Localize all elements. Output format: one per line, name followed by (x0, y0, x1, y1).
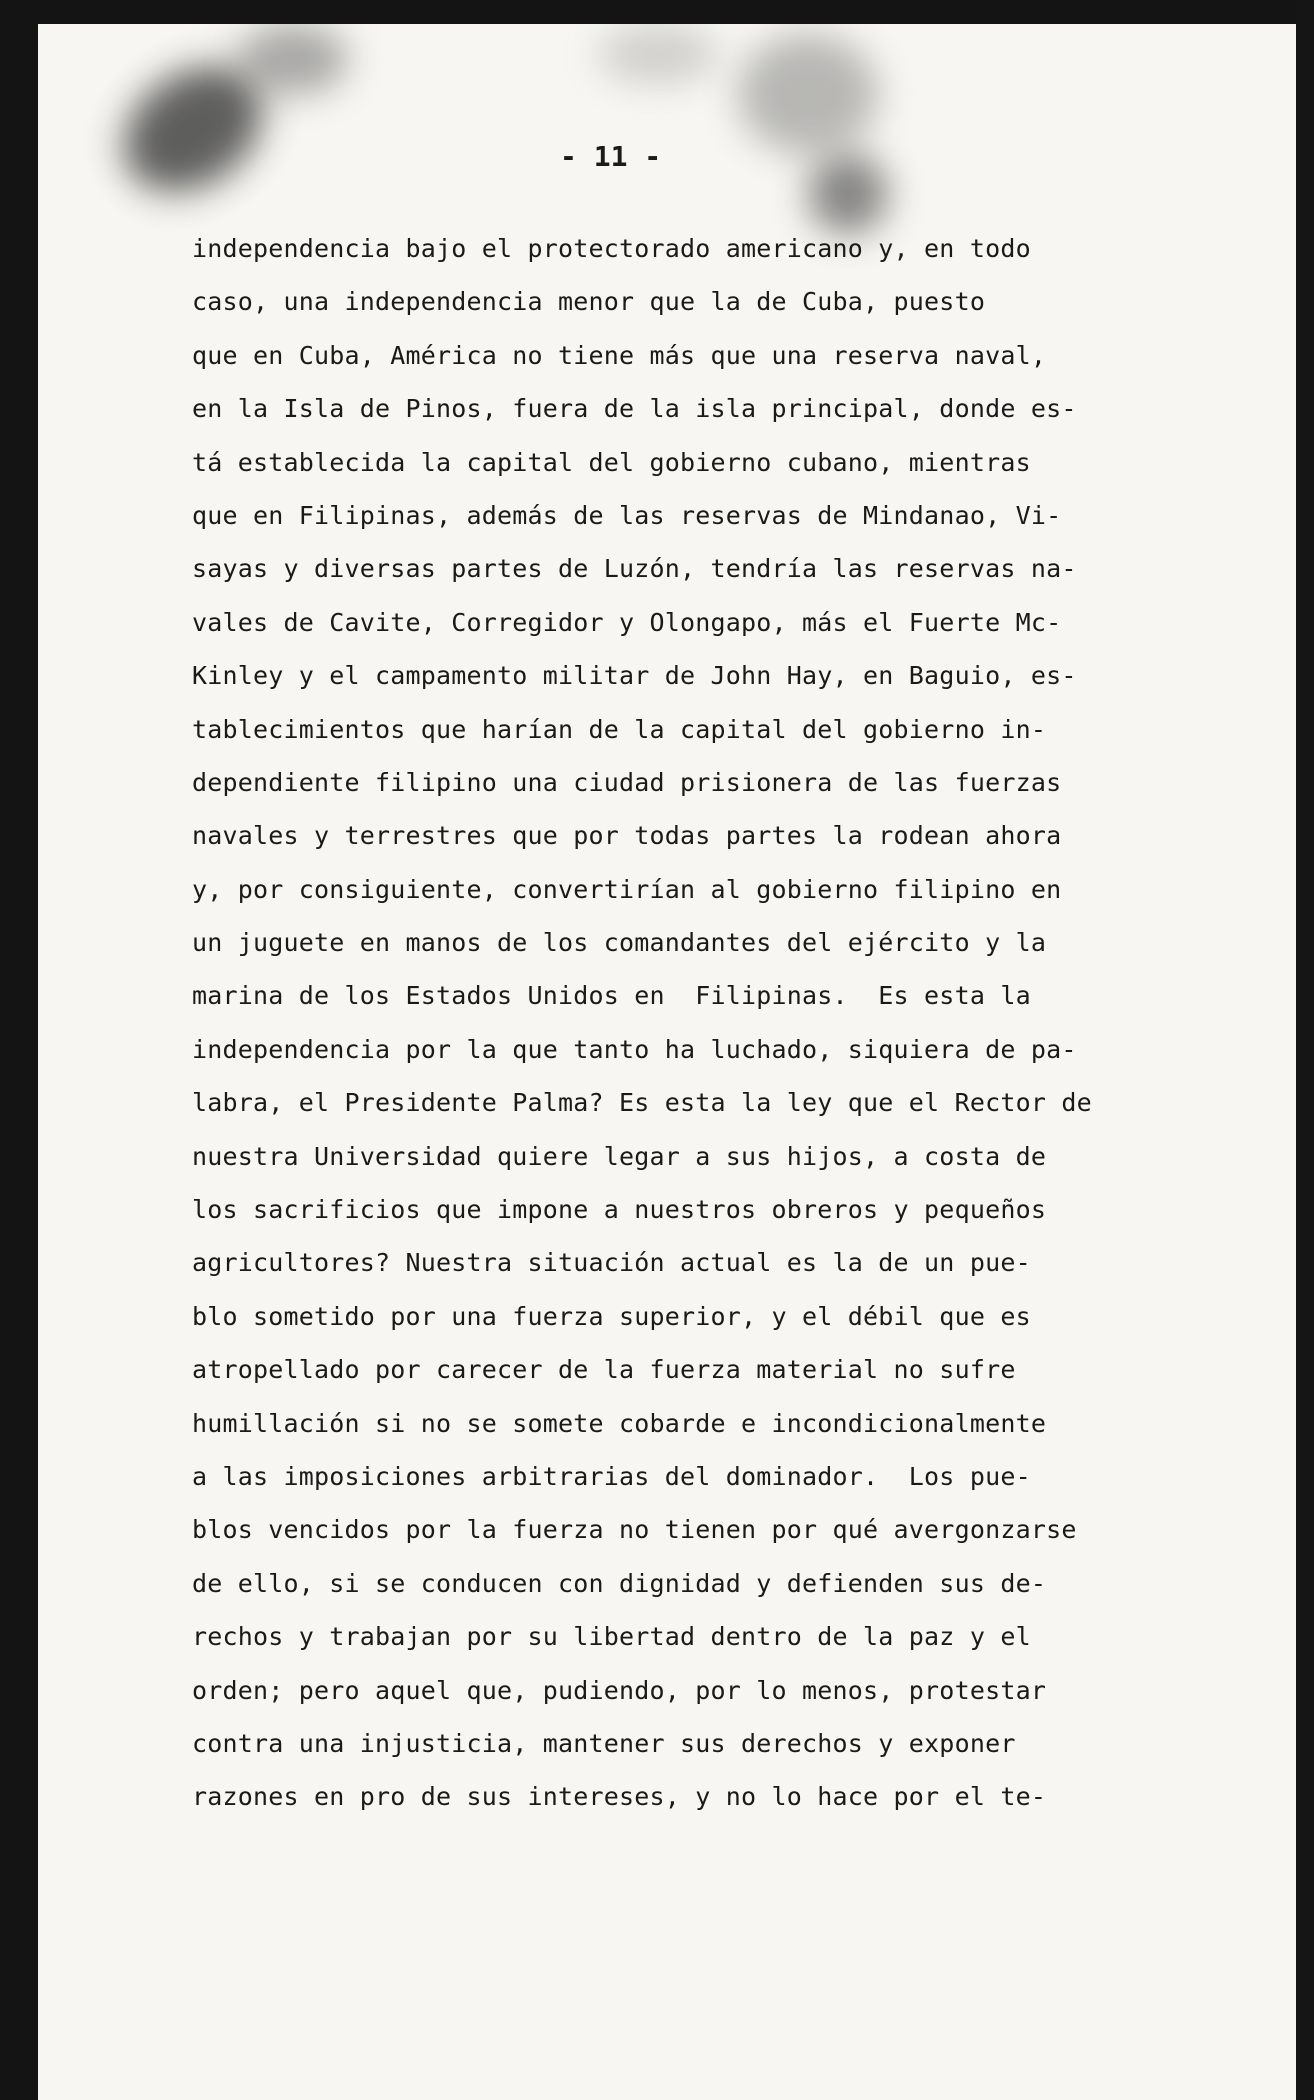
text-line: rechos y trabajan por su libertad dentro de la paz y el (192, 1622, 1031, 1652)
text-line: de ello, si se conducen con dignidad y defienden sus de- (192, 1568, 1047, 1598)
text-line: que en Filipinas, además de las reservas de Mindanao, Vi- (192, 500, 1062, 530)
text-line: agricultores? Nuestra situación actual es la de un pue- (192, 1248, 1031, 1278)
text-line: a las imposiciones arbitrarias del dominador. Los pue- (192, 1461, 1031, 1491)
text-line: que en Cuba, América no tiene más que una reserva naval, (192, 340, 1047, 370)
ink-smudge (238, 24, 348, 94)
text-line: atropellado por carecer de la fuerza material no sufre (192, 1355, 1016, 1385)
text-line: independencia por la que tanto ha luchado, siquiera de pa- (192, 1034, 1077, 1064)
text-line: nuestra Universidad quiere legar a sus hijos, a costa de (192, 1141, 1047, 1171)
text-line: razones en pro de sus intereses, y no lo hace por el te- (192, 1782, 1047, 1812)
text-line: blo sometido por una fuerza superior, y el débil que es (192, 1301, 1031, 1331)
text-line: labra, el Presidente Palma? Es esta la ley que el Rector de (192, 1088, 1092, 1118)
text-line: caso, una independencia menor que la de Cuba, puesto (192, 287, 986, 317)
text-line: dependiente filipino una ciudad prisionera de las fuerzas (192, 767, 1062, 797)
text-line: navales y terrestres que por todas partes la rodean ahora (192, 821, 1062, 851)
text-line: humillación si no se somete cobarde e incondicionalmente (192, 1408, 1047, 1438)
page-number: - 11 - (560, 140, 662, 173)
text-line: y, por consiguiente, convertirían al gobierno filipino en (192, 874, 1062, 904)
text-line: independencia bajo el protectorado americano y, en todo (192, 234, 1031, 263)
text-line: contra una injusticia, mantener sus derechos y exponer (192, 1728, 1016, 1758)
scan-edge (1296, 0, 1314, 2100)
ink-smudge (738, 34, 878, 154)
body-text (192, 222, 1232, 1824)
text-line: los sacrificios que impone a nuestros obreros y pequeños (192, 1195, 1047, 1225)
text-line: Kinley y el campamento militar de John Hay, en Baguio, es- (192, 661, 1077, 691)
text-line: tá establecida la capital del gobierno cubano, mientras (192, 447, 1031, 477)
text-line: orden; pero aquel que, pudiendo, por lo menos, protestar (192, 1675, 1047, 1705)
text-line: vales de Cavite, Corregidor y Olongapo, más el Fuerte Mc- (192, 607, 1062, 637)
ink-smudge (598, 24, 718, 84)
text-line: en la Isla de Pinos, fuera de la isla principal, donde es- (192, 394, 1077, 424)
text-line: marina de los Estados Unidos en Filipinas. Es esta la (192, 981, 1031, 1011)
text-line: sayas y diversas partes de Luzón, tendría las reservas na- (192, 554, 1077, 584)
text-line: blos vencidos por la fuerza no tienen por qué avergonzarse (192, 1515, 1077, 1545)
text-line: tablecimientos que harían de la capital del gobierno in- (192, 714, 1047, 744)
text-line: un juguete en manos de los comandantes del ejército y la (192, 928, 1047, 958)
